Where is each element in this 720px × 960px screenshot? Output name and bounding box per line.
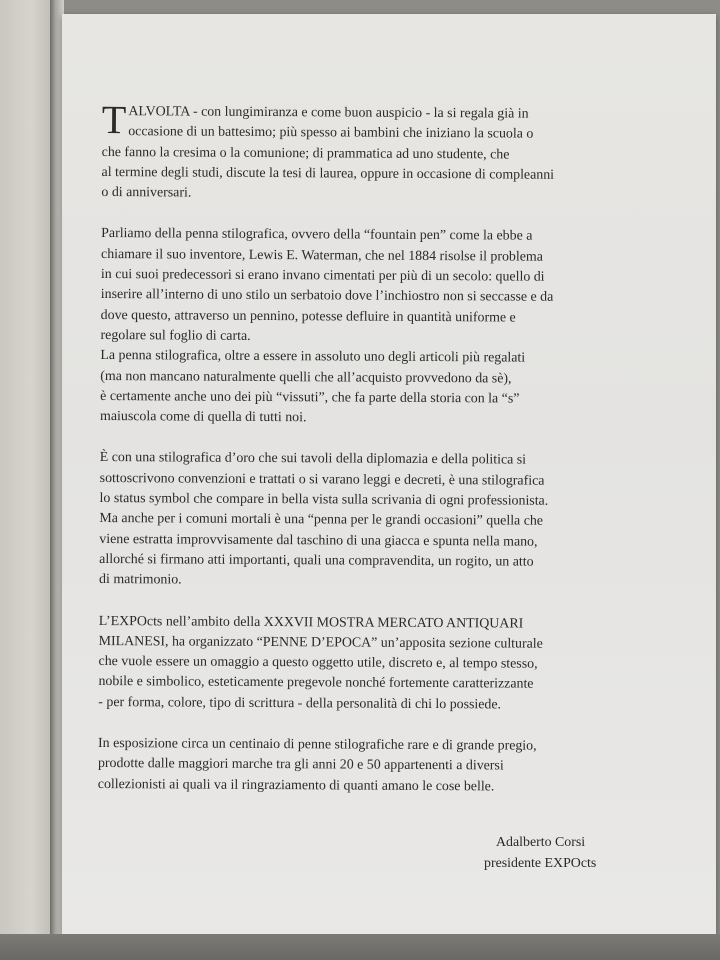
text-line: Parliamo della penna stilografica, ovvero della “fountain pen” come la ebbe a <box>101 226 533 245</box>
document-body <box>97 97 702 820</box>
signer-title: presidente EXPOcts <box>484 856 597 871</box>
text-line: La penna stilografica, oltre a essere in assoluto uno degli articoli più regalati <box>100 348 526 366</box>
table-surface <box>0 934 720 960</box>
text-line: lo status symbol che compare in bella vista sulla scrivania di ogni professionista. <box>99 491 549 509</box>
text-line: prodotte dalle maggiori marche tra gli anni 20 e 50 appartenenti a diversi <box>97 756 504 774</box>
text-line: (ma non mancano naturalmente quelli che all’acquisto provvedono da sè), <box>100 368 512 387</box>
text-line: Ma anche per i comuni mortali è una “penna per le grandi occasioni” quella che <box>99 511 544 530</box>
text-line: L’EXPOcts nell’ambito della XXXVII MOSTRA MERCATO ANTIQUARI <box>98 613 524 632</box>
text-line: al termine degli studi, discute la tesi di laurea, oppure in occasione di compleanni <box>101 164 555 183</box>
intro-paragraph <box>101 97 702 207</box>
text-line: regolare sul foglio di carta. <box>100 327 251 344</box>
collection-paragraph <box>98 734 698 799</box>
text-line: che vuole essere un omaggio a questo oggetto utile, discreto e, al tempo stesso, <box>98 654 538 672</box>
signature-block <box>484 832 596 874</box>
fountain-pen-paragraph <box>100 224 701 431</box>
text-line: maiuscola come di quella di tutti noi. <box>100 409 307 426</box>
text-line: ALVOLTA - con lungimiranza e come buon auspicio - la si regala già in <box>128 104 529 122</box>
text-line: è certamente anche uno dei più “vissuti”, che fa parte della storia con la “s” <box>100 388 520 407</box>
text-line: MILANESI, ha organizzato “PENNE D’EPOCA” un’apposita sezione culturale <box>98 633 543 652</box>
text-line: - per forma, colore, tipo di scrittura - della personalità di chi lo possiede. <box>98 694 502 713</box>
left-page-edge <box>0 0 52 960</box>
exhibition-paragraph <box>98 612 699 717</box>
text-line: inserire all’interno di uno stilo un serbatoio dove l’inchiostro non si seccasse e da <box>100 287 554 306</box>
text-line: allorché si firmano atti importanti, quali una compravendita, un rogito, un atto <box>99 551 534 570</box>
text-line: nobile e simbolico, esteticamente pregevole nonché fortemente caratterizzante <box>98 674 534 693</box>
drop-cap: T <box>101 97 127 143</box>
signer-name: Adalberto Corsi <box>496 835 586 850</box>
text-line: occasione di un battesimo; più spesso ai bambini che iniziano la scuola o <box>128 124 534 142</box>
text-line: collezionisti ai quali va il ringraziamento di quanti amano le cose belle. <box>97 776 495 795</box>
text-line: sottoscrivono convenzioni e trattati o si varano leggi e decreti, è una stilografica <box>99 470 545 489</box>
text-line: chiamare il suo inventore, Lewis E. Waterman, che nel 1884 risolse il problema <box>101 246 543 265</box>
text-line: In esposizione circa un centinaio di penne stilografiche rare e di grande pregio, <box>98 736 537 754</box>
text-line: in cui suoi predecessori si erano invano cimentati per più di un secolo: quello di <box>100 267 545 285</box>
text-line: o di anniversari. <box>101 185 192 201</box>
status-symbol-paragraph <box>99 448 700 594</box>
text-line: dove questo, attraverso un pennino, potesse defluire in quantità uniforme e <box>100 307 516 326</box>
text-line: di matrimonio. <box>99 572 182 588</box>
text-line: viene estratta improvvisamente dal taschino di una giacca e spunta nella mano, <box>99 531 538 550</box>
text-line: che fanno la cresima o la comunione; di prammatica ad uno studente, che <box>101 144 510 163</box>
text-line: È con una stilografica d’oro che sui tavoli della diplomazia e della politica si <box>99 450 527 469</box>
